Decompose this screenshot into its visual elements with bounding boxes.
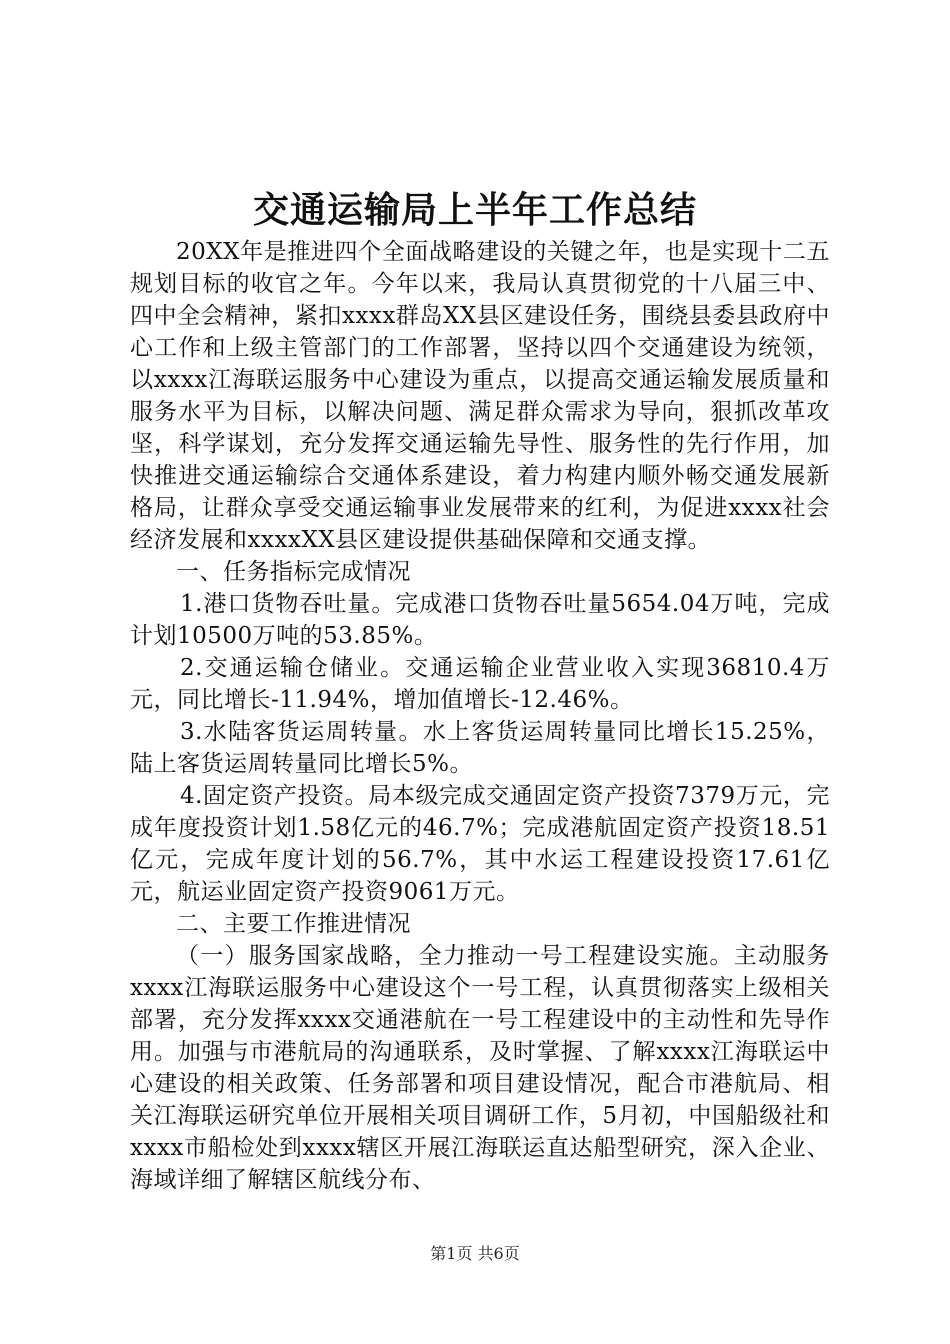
document-title: 交通运输局上半年工作总结 bbox=[252, 189, 697, 231]
indicator-item-1: 1.港口货物吞吐量。完成港口货物吞吐量5654.04万吨，完成计划10500万吨的53.85%。 bbox=[130, 591, 830, 649]
page-number-footer: 第1页 共6页 bbox=[430, 1244, 520, 1263]
indicator-item-2: 2.交通运输仓储业。交通运输企业营业收入实现36810.4万元，同比增长-11.94%，增加值增长-12.46%。 bbox=[130, 655, 830, 713]
section-heading-2: 二、主要工作推进情况 bbox=[176, 911, 411, 937]
indicator-item-3: 3.水陆客货运周转量。水上客货运周转量同比增长15.25%，陆上客货运周转量同比增长5%。 bbox=[130, 719, 830, 777]
section-heading-1: 一、任务指标完成情况 bbox=[176, 559, 411, 585]
work-item-1: （一）服务国家战略，全力推动一号工程建设实施。主动服务xxxx江海联运服务中心建设这个一号工程，认真贯彻落实上级相关部署，充分发挥xxxx交通港航在一号工程建设中的主动性和先导作用。加强与市港航局的沟通联系，及时掌握、了解xxxx江海联运中心建设的相关政策、任务部署和项目建设情况，配合市港航局、相关江海联运研究单位开展相关项目调研工作，5月初，中国船级社和xxxx市船检处到xxxx辖区开展江海联运直达船型研究，深入企业、海域详细了解辖区航线分布、 bbox=[130, 943, 830, 1193]
intro-paragraph: 20XX年是推进四个全面战略建设的关键之年，也是实现十二五规划目标的收官之年。今年以来，我局认真贯彻党的十八届三中、四中全会精神，紧扣xxxx群岛XX县区建设任务，围绕县委县政府中心工作和上级主管部门的工作部署，坚持以四个交通建设为统领，以xxxx江海联运服务中心建设为重点，以提高交通运输发展质量和服务水平为目标，以解决问题、满足群众需求为导向，狠抓改革攻坚，科学谋划，充分发挥交通运输先导性、服务性的先行作用，加快推进交通运输综合交通体系建设，着力构建内顺外畅交通发展新格局，让群众享受交通运输事业发展带来的红利，为促进xxxx社会经济发展和xxxxXX县区建设提供基础保障和交通支撑。 bbox=[130, 239, 830, 553]
indicator-item-4: 4.固定资产投资。局本级完成交通固定资产投资7379万元，完成年度投资计划1.58亿元的46.7%；完成港航固定资产投资18.51亿元，完成年度计划的56.7%，其中水运工程建设投资17.61亿元，航运业固定资产投资9061万元。 bbox=[130, 783, 830, 905]
document-body bbox=[130, 236, 830, 1196]
